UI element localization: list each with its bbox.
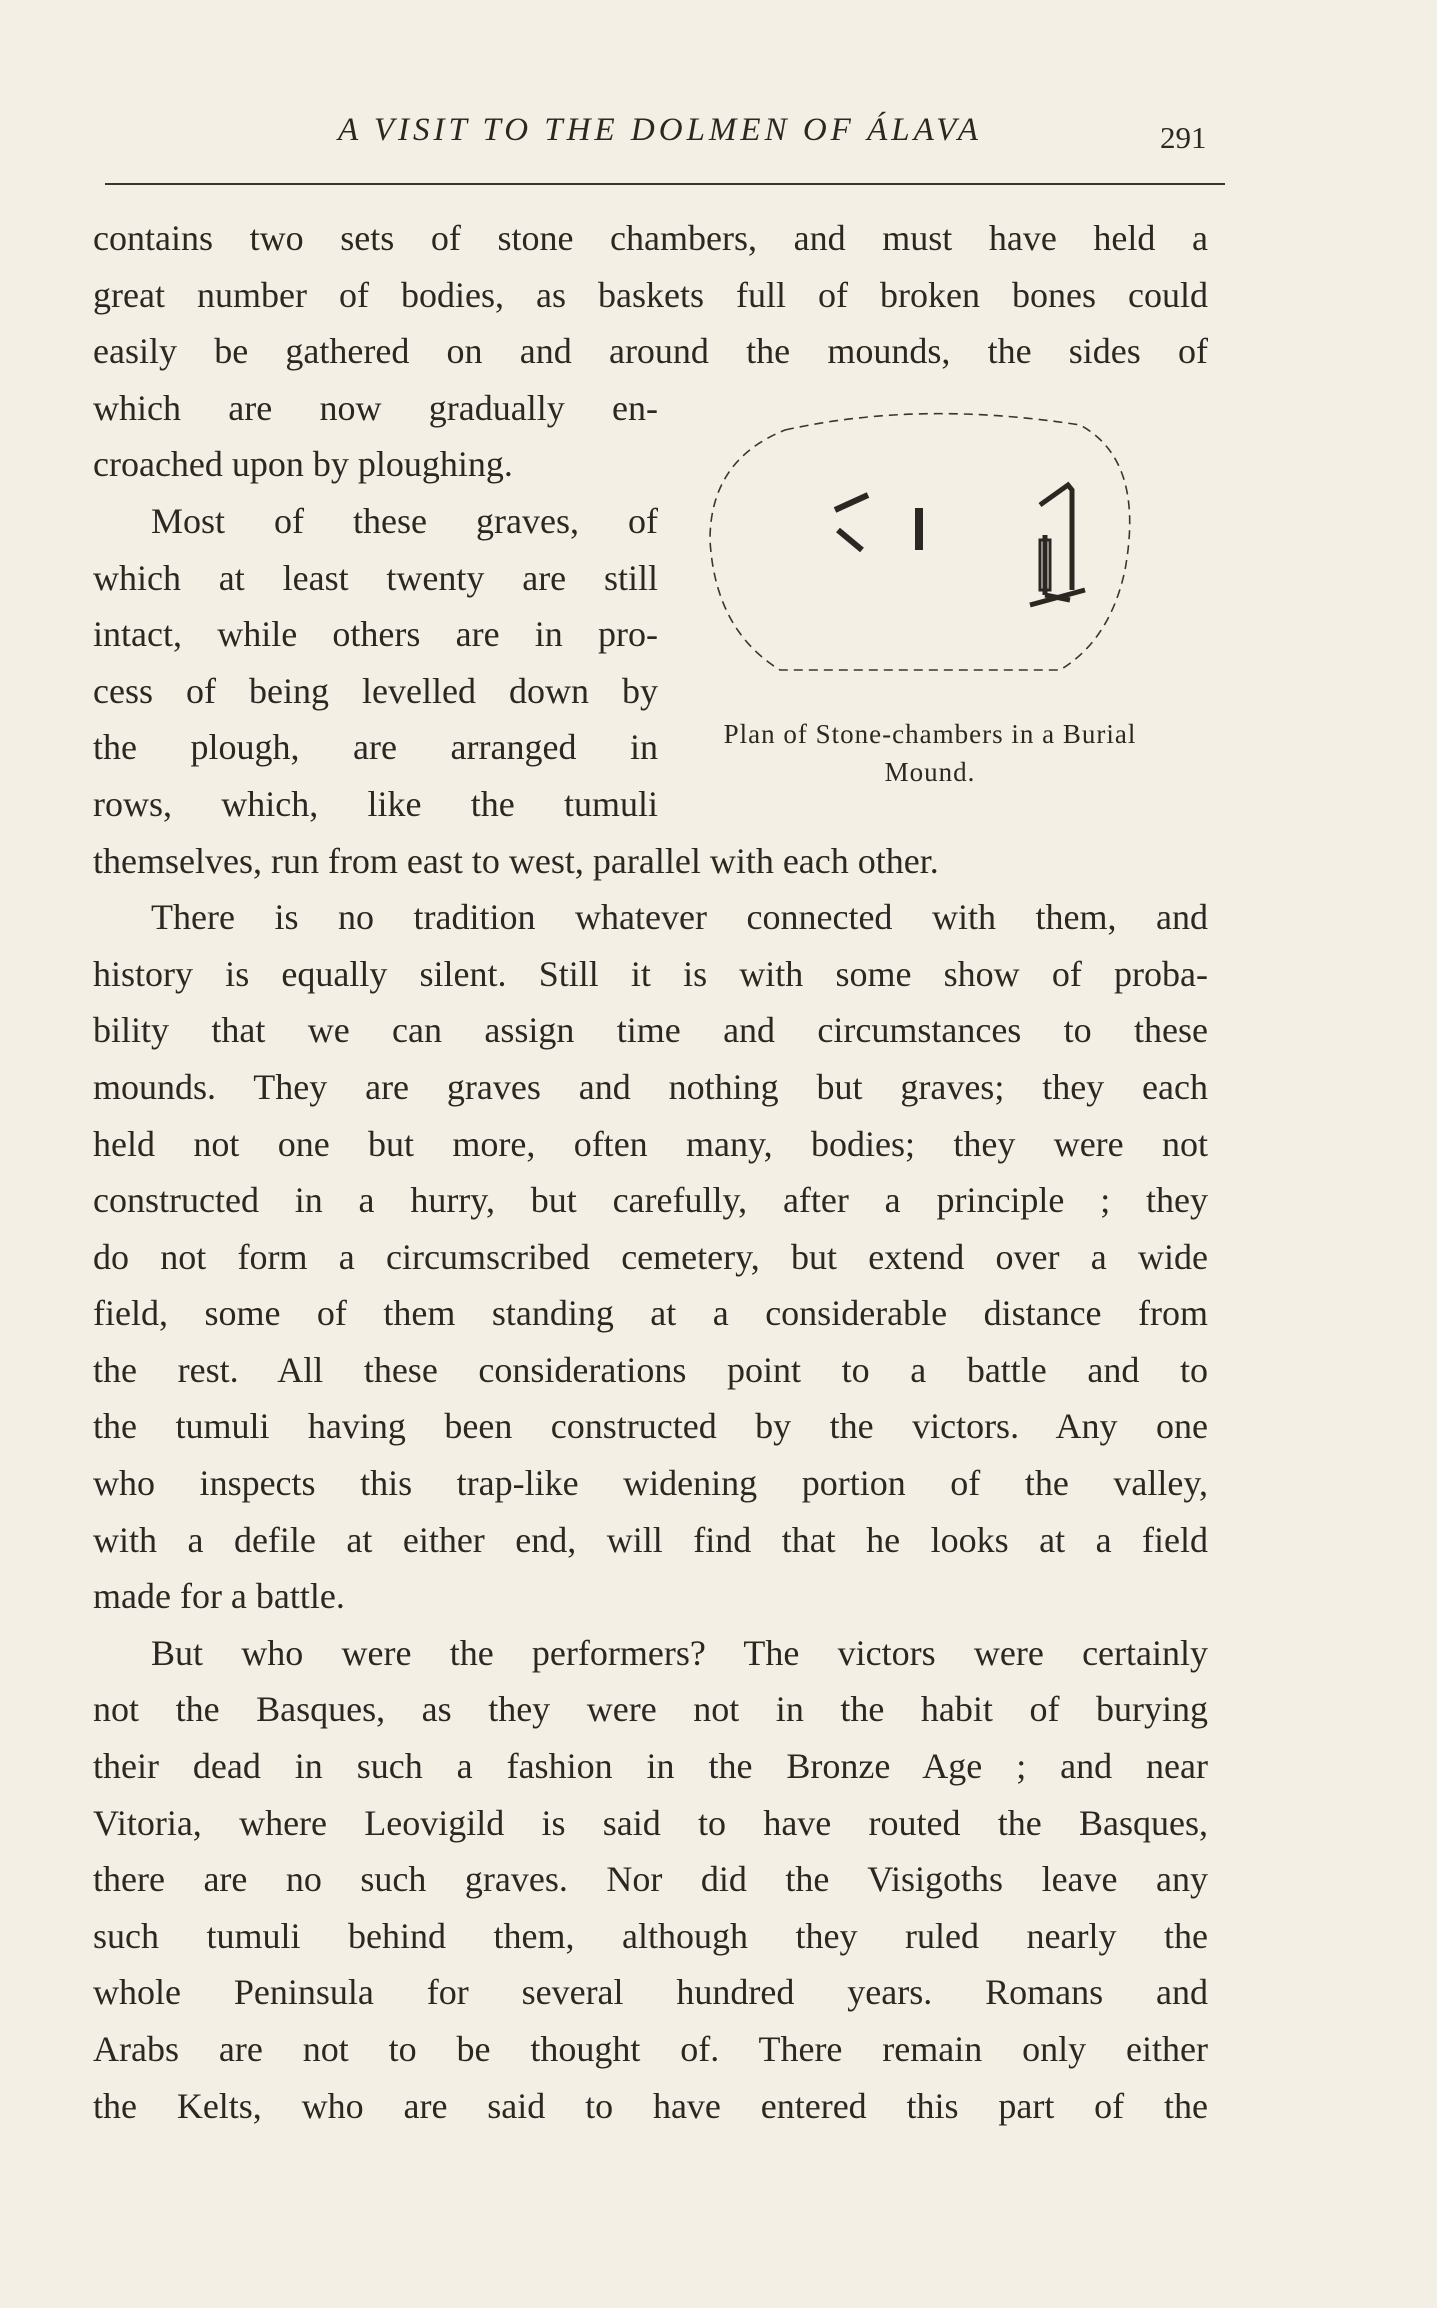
text-line: Most of these graves, of: [151, 500, 658, 541]
text-line: rows, which, like the tumuli: [93, 783, 658, 824]
text-line: field, some of them standing at a considerable distance from: [93, 1293, 1208, 1334]
text-line: the rest. All these considerations point to a battle and to: [93, 1349, 1208, 1390]
burial-mound-plan-figure: [690, 400, 1150, 700]
text-line: themselves, run from east to west, parallel with each other.: [93, 840, 939, 881]
running-title: A VISIT TO THE DOLMEN OF ÁLAVA: [338, 112, 982, 148]
text-line: do not form a circumscribed cemetery, but extend over a wide: [93, 1236, 1208, 1277]
text-line: which at least twenty are still: [93, 557, 658, 598]
text-line: intact, while others are in pro-: [93, 614, 658, 655]
text-line: whole Peninsula for several hundred years. Romans and: [93, 1972, 1208, 2013]
text-line: constructed in a hurry, but carefully, after a principle ; they: [93, 1180, 1208, 1221]
text-line: But who were the performers? The victors were certainly: [151, 1632, 1208, 1673]
text-line: not the Basques, as they were not in the habit of burying: [93, 1689, 1208, 1730]
header-rule: [105, 183, 1225, 185]
text-line: cess of being levelled down by: [93, 670, 658, 711]
text-line: with a defile at either end, will find that he looks at a field: [93, 1519, 1208, 1560]
text-line: the tumuli having been constructed by the victors. Any one: [93, 1406, 1208, 1447]
stone-chamber-left: [835, 495, 868, 550]
text-line: made for a battle.: [93, 1576, 345, 1617]
figure-caption: Plan of Stone-chambers in a Burial Mound.: [723, 719, 1137, 787]
text-line: Vitoria, where Leovigild is said to have routed the Basques,: [93, 1802, 1208, 1843]
page-header: [0, 112, 1437, 162]
text-line: There is no tradition whatever connected with them, and: [151, 897, 1208, 938]
text-line: the plough, are arranged in: [93, 727, 658, 768]
text-line: who inspects this trap-like widening portion of the valley,: [93, 1463, 1208, 1504]
page-number: 291: [1160, 120, 1207, 155]
text-line: bility that we can assign time and circumstances to these: [93, 1010, 1208, 1051]
stone-chamber-right: [1030, 485, 1085, 605]
text-line: contains two sets of stone chambers, and must have held a: [93, 218, 1208, 258]
text-line: held not one but more, often many, bodies; they were not: [93, 1123, 1208, 1164]
text-line: their dead in such a fashion in the Bronze Age ; and near: [93, 1746, 1208, 1787]
text-line: croached upon by ploughing.: [93, 444, 513, 485]
text-line: such tumuli behind them, although they ruled nearly the: [93, 1915, 1208, 1956]
text-line: which are now gradually en-: [93, 387, 658, 428]
stone-upright: [915, 508, 923, 550]
text-line: easily be gathered on and around the mounds, the sides of: [93, 331, 1208, 372]
text-line: history is equally silent. Still it is with some show of proba-: [93, 953, 1208, 994]
text-line: the Kelts, who are said to have entered this part of the: [93, 2085, 1208, 2126]
text-line: there are no such graves. Nor did the Visigoths leave any: [93, 1859, 1208, 1900]
text-line: great number of bodies, as baskets full of broken bones could: [93, 274, 1208, 315]
text-line: mounds. They are graves and nothing but graves; they each: [93, 1066, 1208, 1107]
mound-plan-diagram: [690, 400, 1150, 700]
text-line: Arabs are not to be thought of. There remain only either: [93, 2029, 1208, 2069]
